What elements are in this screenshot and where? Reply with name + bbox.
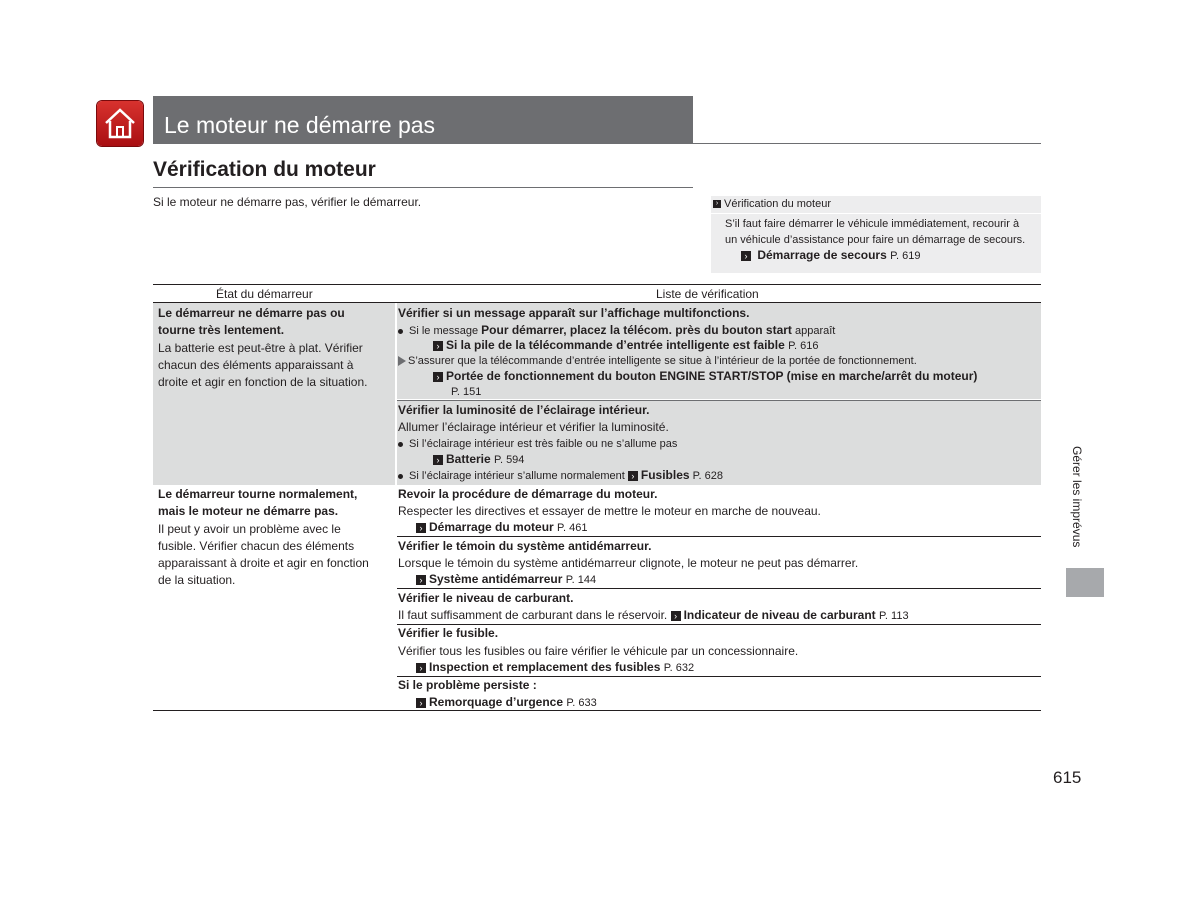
reference-arrow-icon: › [416, 663, 426, 673]
chapter-tab[interactable] [1066, 568, 1104, 597]
column-header-state: État du démarreur [216, 287, 313, 301]
cell-divider [397, 400, 1041, 401]
reference-arrow-icon: › [433, 341, 443, 351]
check-reference[interactable]: › Si la pile de la télécommande d’entrée intelligente est faible P. 616 [433, 337, 819, 355]
side-note-heading: › Vérification du moteur [711, 196, 1041, 214]
check-title: Vérifier le niveau de carburant. [398, 591, 574, 605]
check-note: S’assurer que la télécommande d’entrée intelligente se situe à l’intérieur de la portée de fonctionnement. [398, 353, 917, 370]
check-reference[interactable]: › Portée de fonctionnement du bouton ENGINE START/STOP (mise en marche/arrêt du moteur) [433, 368, 977, 385]
reference-arrow-icon: › [671, 611, 681, 621]
page-number: 615 [1053, 768, 1082, 787]
cell-divider [397, 536, 1041, 537]
bullet-icon [398, 474, 403, 479]
troubleshooting-table [153, 284, 1041, 712]
check-reference[interactable]: › Remorquage d’urgence P. 633 [416, 694, 597, 712]
state-title: Le démarreur ne démarre pas ou [158, 306, 345, 320]
check-bullet: Si l’éclairage intérieur est très faible ou ne s’allume pas [398, 436, 677, 453]
state-text: La batterie est peut-être à plat. Vérifier [158, 341, 363, 355]
reference-arrow-icon: › [416, 698, 426, 708]
reference-arrow-icon: › [416, 523, 426, 533]
check-text: Respecter les directives et essayer de mettre le moteur en marche de nouveau. [398, 504, 821, 518]
state-title: Le démarreur tourne normalement, [158, 487, 358, 501]
check-title: Si le problème persiste : [398, 678, 537, 692]
state-text: droite et agir en fonction de la situation. [158, 375, 368, 389]
reference-arrow-icon: › [713, 200, 721, 208]
check-title: Vérifier le témoin du système antidémarreur. [398, 539, 652, 553]
home-icon [103, 107, 137, 140]
section-divider [153, 187, 693, 188]
check-text: Allumer l’éclairage intérieur et vérifier la luminosité. [398, 420, 669, 434]
check-title: Vérifier le fusible. [398, 626, 499, 640]
check-reference[interactable]: › Inspection et remplacement des fusibles P. 632 [416, 659, 694, 677]
section-title: Vérification du moteur [153, 158, 376, 181]
table-top-rule [153, 284, 1041, 285]
check-reference[interactable]: › Démarrage du moteur P. 461 [416, 519, 587, 537]
side-note-reference[interactable]: › Démarrage de secours P. 619 [741, 248, 920, 262]
reference-page: P. 151 [451, 386, 482, 398]
check-reference[interactable]: › Batterie P. 594 [433, 451, 524, 469]
state-text: de la situation. [158, 573, 236, 587]
check-title: Vérifier si un message apparaît sur l’affichage multifonctions. [398, 306, 750, 320]
reference-arrow-icon: › [433, 455, 443, 465]
column-divider [395, 303, 397, 485]
title-divider [693, 143, 1041, 144]
cell-divider [397, 588, 1041, 589]
page-title-bar [153, 96, 693, 144]
check-reference[interactable]: › Système antidémarreur P. 144 [416, 571, 596, 589]
reference-arrow-icon: › [741, 251, 751, 261]
side-note-line: S’il faut faire démarrer le véhicule immédiatement, recourir à [725, 218, 1020, 230]
page-title: Le moteur ne démarre pas [164, 112, 436, 138]
state-text: fusible. Vérifier chacun des éléments [158, 539, 355, 553]
check-text: Vérifier tous les fusibles ou faire vérifier le véhicule par un concessionnaire. [398, 644, 799, 658]
check-title: Vérifier la luminosité de l’éclairage intérieur. [398, 403, 650, 417]
state-text: Il peut y avoir un problème avec le [158, 522, 341, 536]
check-bullet: Si l’éclairage intérieur s’allume normalement › Fusibles P. 628 [398, 467, 723, 485]
bullet-icon [398, 442, 403, 447]
state-title: mais le moteur ne démarre pas. [158, 504, 339, 518]
side-note-line: un véhicule d’assistance pour faire un démarrage de secours. [725, 234, 1026, 246]
section-intro: Si le moteur ne démarre pas, vérifier le démarreur. [153, 195, 422, 209]
reference-arrow-icon: › [628, 471, 638, 481]
check-reference[interactable]: › Indicateur de niveau de carburant [671, 608, 876, 622]
check-text: Il faut suffisamment de carburant dans le réservoir. › Indicateur de niveau de carburant P. 113 [398, 608, 909, 622]
state-text: apparaissant à droite et agir en fonction [158, 556, 369, 570]
bullet-icon [398, 329, 403, 334]
state-text: chacun des éléments apparaissant à [158, 358, 354, 372]
home-button[interactable] [97, 101, 143, 146]
reference-arrow-icon: › [416, 575, 426, 585]
note-triangle-icon [398, 356, 406, 366]
state-title: tourne très lentement. [158, 323, 285, 337]
check-reference[interactable]: › Fusibles [628, 468, 690, 482]
side-note [711, 196, 1041, 273]
check-title: Revoir la procédure de démarrage du moteur. [398, 487, 658, 501]
check-bullet: Si le message Pour démarrer, placez la télécom. près du bouton start apparaît [398, 322, 835, 340]
table-bottom-rule [153, 710, 1041, 711]
reference-arrow-icon: › [433, 372, 443, 382]
chapter-tab-label: Gérer les imprévus [1070, 446, 1084, 548]
check-text: Lorsque le témoin du système antidémarreur clignote, le moteur ne peut pas démarrer. [398, 556, 859, 570]
column-header-checklist: Liste de vérification [656, 287, 759, 301]
